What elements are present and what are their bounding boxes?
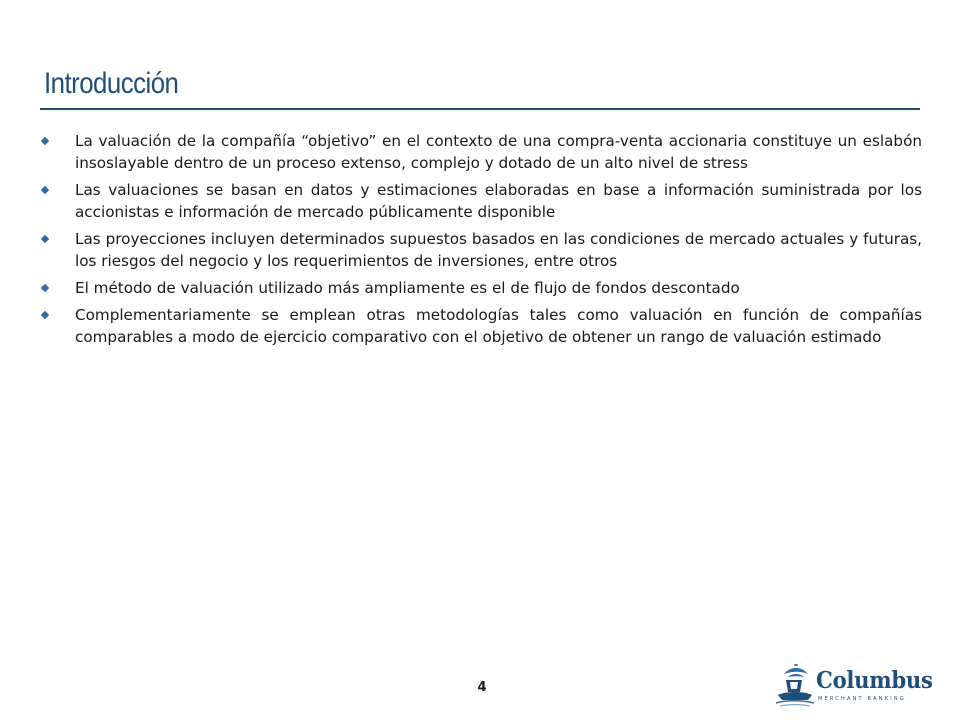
diamond-bullet-icon [41, 311, 49, 319]
bullet-text: Las proyecciones incluyen determinados supuestos basados en las condiciones de mercado actuales y futuras, los riesgos del negocio y los requerimientos de inversiones, entre otros [75, 230, 922, 270]
diamond-bullet-icon [41, 284, 49, 292]
logo-wordmark: Columbus [816, 667, 933, 694]
bullet-text: Las valuaciones se basan en datos y estimaciones elaboradas en base a información suministrada por los accionistas e información de mercado públicamente disponible [75, 181, 922, 221]
bullet-item [40, 304, 922, 348]
company-logo [772, 662, 933, 710]
title-divider [40, 108, 920, 110]
slide-title: Introducción [44, 67, 179, 100]
diamond-bullet-icon [41, 235, 49, 243]
diamond-bullet-icon [41, 137, 49, 145]
bullet-item [40, 228, 922, 272]
columbus-ship-icon [772, 662, 816, 708]
bullet-item [40, 130, 922, 174]
bullet-text: El método de valuación utilizado más ampliamente es el de flujo de fondos descontado [75, 279, 740, 297]
bullet-item [40, 277, 922, 299]
logo-subtitle: MERCHANT BANKING [818, 696, 906, 702]
bullet-list [40, 130, 922, 353]
bullet-text: La valuación de la compañía “objetivo” en el contexto de una compra-venta accionaria constituye un eslabón insoslayable dentro de un proceso extenso, complejo y dotado de un alto nivel de stress [75, 132, 922, 172]
page-number: 4 [477, 680, 487, 695]
bullet-item [40, 179, 922, 223]
diamond-bullet-icon [41, 186, 49, 194]
bullet-text: Complementariamente se emplean otras metodologías tales como valuación en función de compañías comparables a modo de ejercicio comparativo con el objetivo de obtener un rango de valuación estimado [75, 306, 922, 346]
